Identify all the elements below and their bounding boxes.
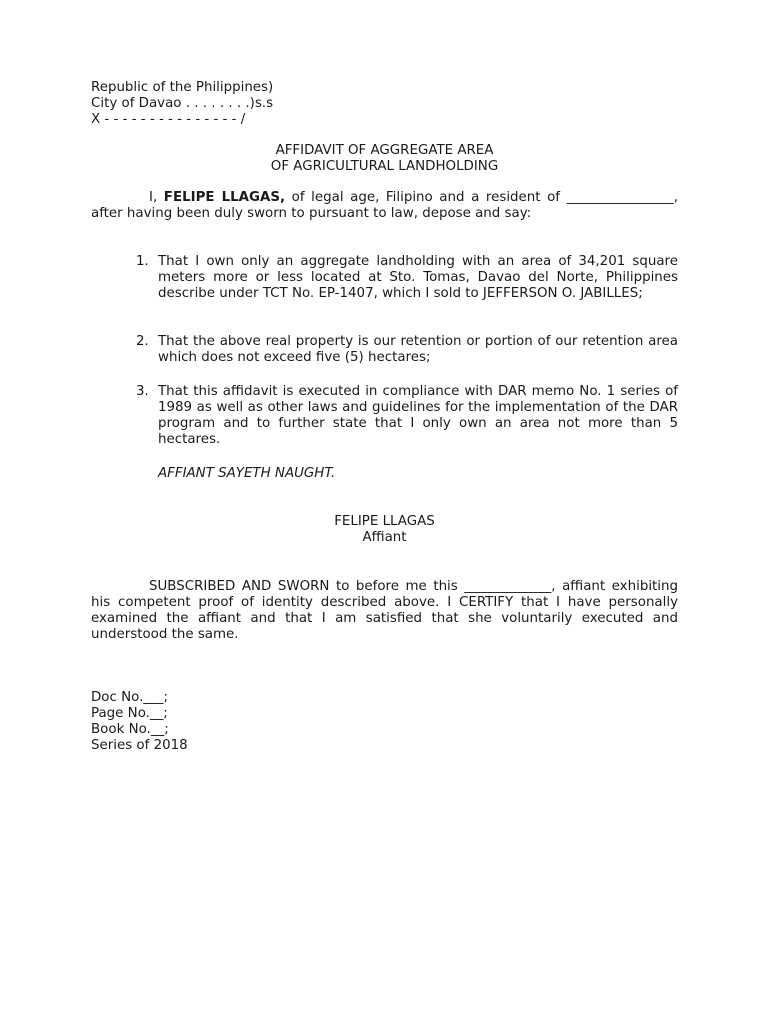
intro-prefix: I,	[149, 190, 164, 205]
item-text: That I own only an aggregate landholding with an area of 34,201 square meters more or less located at Sto. Tomas, Davao del Norte, Philippines describe under TCT No. EP-1407, which I sold to JEFFERSON O. JABILLES;	[158, 254, 678, 301]
venue-caption	[91, 80, 273, 128]
item-number: 2.	[136, 334, 149, 349]
document-title	[91, 143, 678, 175]
caption-city: City of Davao . . . . . . . .)s.s	[91, 96, 274, 111]
signature-block	[91, 514, 678, 546]
item-number: 3.	[136, 384, 149, 399]
item-text: That the above real property is our retention or portion of our retention area which does not exceed five (5) hectares;	[158, 334, 678, 365]
caption-republic: Republic of the Philippines)	[91, 80, 274, 95]
doc-number: Doc No.___;	[91, 690, 168, 705]
caption-separator: X - - - - - - - - - - - - - - - /	[91, 112, 246, 127]
jurat-text: SUBSCRIBED AND SWORN to before me this _____________, affiant exhibiting his competent proof of identity described above. I CERTIFY that I have personally examined the affiant and that I am satisfied that she voluntarily executed and understood the same.	[91, 579, 678, 642]
title-line-2: OF AGRICULTURAL LANDHOLDING	[270, 159, 499, 174]
jurat-paragraph	[91, 579, 678, 643]
intro-paragraph	[91, 190, 678, 222]
closing-statement: AFFIANT SAYETH NAUGHT.	[158, 466, 336, 481]
affiant-name: FELIPE LLAGAS	[334, 514, 435, 529]
title-line-1: AFFIDAVIT OF AGGREGATE AREA	[275, 143, 494, 158]
notarial-register	[91, 690, 188, 754]
affiant-name-intro: FELIPE LLAGAS,	[163, 190, 286, 205]
affiant-role: Affiant	[362, 530, 407, 545]
book-number: Book No.__;	[91, 722, 169, 737]
item-text: That this affidavit is executed in compliance with DAR memo No. 1 series of 1989 as well as other laws and guidelines for the implementation of the DAR program and to further state that I only own an area not more than 5 hectares.	[158, 384, 678, 447]
series-year: Series of 2018	[91, 738, 188, 753]
intro-rest: of legal age, Filipino and a resident of ________________, after having been duly sworn to pursuant to law, depose and say:	[91, 190, 678, 221]
item-number: 1.	[136, 254, 149, 269]
page-number: Page No.__;	[91, 706, 168, 721]
